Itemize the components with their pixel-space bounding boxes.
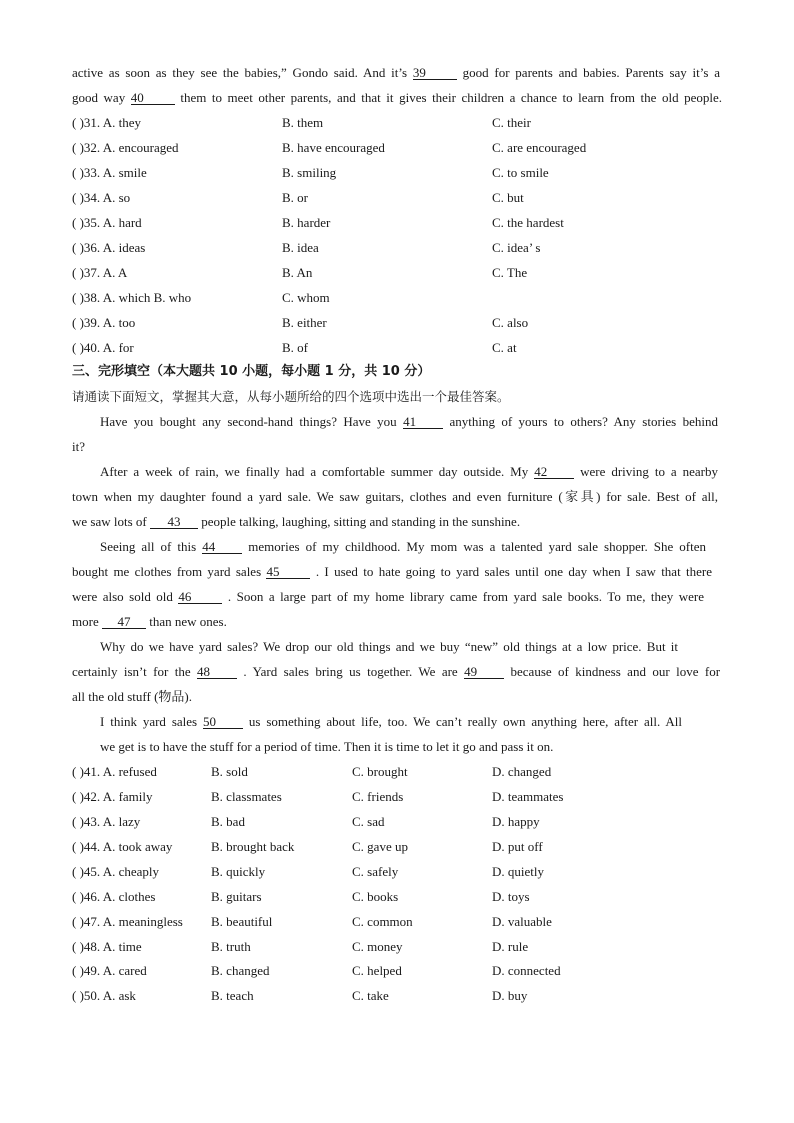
section-heading: 三、完形填空（本大题共 10 小题，每小题 1 分，共 10 分） <box>72 364 431 379</box>
blank-42: 42 <box>534 465 574 479</box>
option-b: B. beautiful <box>211 914 273 929</box>
paragraph-line: After a week of rain, we finally had a comfortable summer day outside. My 42 were driving to a nearby <box>100 464 719 479</box>
option-d: D. quietly <box>492 864 544 879</box>
blank-39: 39 <box>413 66 457 80</box>
question-label: ( )33. A. smile <box>72 165 147 180</box>
question-label: ( )47. A. meaningless <box>72 914 183 929</box>
option-b: B. have encouraged <box>282 140 385 155</box>
option-c: C. sad <box>352 814 385 829</box>
option-c: C. take <box>352 988 389 1003</box>
option-b: B. guitars <box>211 889 262 904</box>
option-b: B. classmates <box>211 789 282 804</box>
passage-line: active as soon as they see the babies,” Gondo said. And it’s 39 good for parents and babies. Parents say it’s a <box>72 65 720 80</box>
option-b: B. brought back <box>211 839 295 854</box>
option-c: C. gave up <box>352 839 408 854</box>
option-d: D. teammates <box>492 789 564 804</box>
option-d: D. changed <box>492 764 552 779</box>
option-b: B. or <box>282 190 308 205</box>
blank-41: 41 <box>403 415 443 429</box>
option-c: C. helped <box>352 963 402 978</box>
option-b: C. whom <box>282 290 330 305</box>
option-b: B. bad <box>211 814 245 829</box>
option-c: C. books <box>352 889 399 904</box>
blank-46: 46 <box>178 590 222 604</box>
paragraph-line: more 47 than new ones. <box>72 614 227 629</box>
question-label: ( )49. A. cared <box>72 963 147 978</box>
question-label: ( )32. A. encouraged <box>72 140 179 155</box>
paragraph-line: it? <box>72 439 85 454</box>
paragraph-line: Why do we have yard sales? We drop our old things and we buy “new” old things at a low price. But it <box>100 639 678 654</box>
question-label: ( )42. A. family <box>72 789 153 804</box>
option-b: B. idea <box>282 240 319 255</box>
option-d: D. connected <box>492 963 561 978</box>
blank-45: 45 <box>266 565 310 579</box>
blank-47: 47 <box>102 615 146 629</box>
option-c: C. but <box>492 190 524 205</box>
option-b: B. An <box>282 265 313 280</box>
question-label: ( )31. A. they <box>72 115 141 130</box>
blank-49: 49 <box>464 665 504 679</box>
question-label: ( )39. A. too <box>72 315 136 330</box>
question-label: ( )38. A. which B. who <box>72 290 192 305</box>
question-label: ( )48. A. time <box>72 939 142 954</box>
option-c: C. the hardest <box>492 215 564 230</box>
option-b: B. quickly <box>211 864 266 879</box>
option-b: B. them <box>282 115 324 130</box>
question-label: ( )44. A. took away <box>72 839 173 854</box>
blank-40: 40 <box>131 91 175 105</box>
option-c: C. friends <box>352 789 404 804</box>
paragraph-line: all the old stuff (物品). <box>72 689 192 704</box>
question-label: ( )45. A. cheaply <box>72 864 160 879</box>
option-b: B. either <box>282 315 327 330</box>
option-c: C. brought <box>352 764 408 779</box>
paragraph-line: town when my daughter found a yard sale. We saw guitars, clothes and even furniture (家具) for sale. Best of all, <box>72 489 718 504</box>
option-b: B. smiling <box>282 165 337 180</box>
question-label: ( )35. A. hard <box>72 215 142 230</box>
option-c: C. their <box>492 115 531 130</box>
option-c: C. at <box>492 340 517 355</box>
option-b: B. truth <box>211 939 251 954</box>
question-label: ( )36. A. ideas <box>72 240 146 255</box>
paragraph-line: bought me clothes from yard sales 45 . I used to hate going to yard sales until one day when I saw that there <box>72 564 713 579</box>
option-d: D. rule <box>492 939 529 954</box>
option-d: D. toys <box>492 889 530 904</box>
paragraph-line: I think yard sales 50 us something about life, too. We can’t really own anything here, after all. All <box>100 714 683 729</box>
blank-48: 48 <box>197 665 237 679</box>
paragraph-line: we saw lots of 43 people talking, laughing, sitting and standing in the sunshine. <box>72 514 521 529</box>
option-c: C. to smile <box>492 165 549 180</box>
paragraph-line: were also sold old 46 . Soon a large part of my home library came from yard sale books. To me, they were <box>72 589 705 604</box>
option-c: C. also <box>492 315 529 330</box>
question-label: ( )46. A. clothes <box>72 889 156 904</box>
passage-line: good way 40 them to meet other parents, and that it gives their children a chance to learn from the old people. <box>72 90 723 105</box>
paragraph-line: certainly isn’t for the 48 . Yard sales bring us together. We are 49 because of kindness and our love for <box>72 664 721 679</box>
option-b: B. teach <box>211 988 254 1003</box>
paragraph-line: we get is to have the stuff for a period of time. Then it is time to let it go and pass it on. <box>100 739 554 754</box>
section-instruction: 请通读下面短文，掌握其大意，从每小题所给的四个选项中选出一个最佳答案。 <box>72 389 510 404</box>
question-label: ( )34. A. so <box>72 190 131 205</box>
question-label: ( )43. A. lazy <box>72 814 141 829</box>
option-c: C. money <box>352 939 403 954</box>
option-c: C. are encouraged <box>492 140 587 155</box>
option-d: D. put off <box>492 839 543 854</box>
question-label: ( )41. A. refused <box>72 764 157 779</box>
option-b: B. harder <box>282 215 331 230</box>
blank-50: 50 <box>203 715 243 729</box>
paragraph-line: Seeing all of this 44 memories of my childhood. My mom was a talented yard sale shopper. She often <box>100 539 707 554</box>
option-d: D. valuable <box>492 914 552 929</box>
option-d: D. happy <box>492 814 540 829</box>
option-b: B. changed <box>211 963 270 978</box>
option-d: D. buy <box>492 988 528 1003</box>
question-label: ( )50. A. ask <box>72 988 136 1003</box>
option-c: C. common <box>352 914 413 929</box>
option-c: C. idea’ s <box>492 240 541 255</box>
option-b: B. of <box>282 340 308 355</box>
question-label: ( )37. A. A <box>72 265 128 280</box>
paragraph-line: Have you bought any second-hand things? Have you 41 anything of yours to others? Any stories behind <box>100 414 719 429</box>
blank-44: 44 <box>202 540 242 554</box>
question-label: ( )40. A. for <box>72 340 134 355</box>
option-b: B. sold <box>211 764 248 779</box>
blank-43: 43 <box>150 515 198 529</box>
option-c: C. The <box>492 265 528 280</box>
option-c: C. safely <box>352 864 399 879</box>
